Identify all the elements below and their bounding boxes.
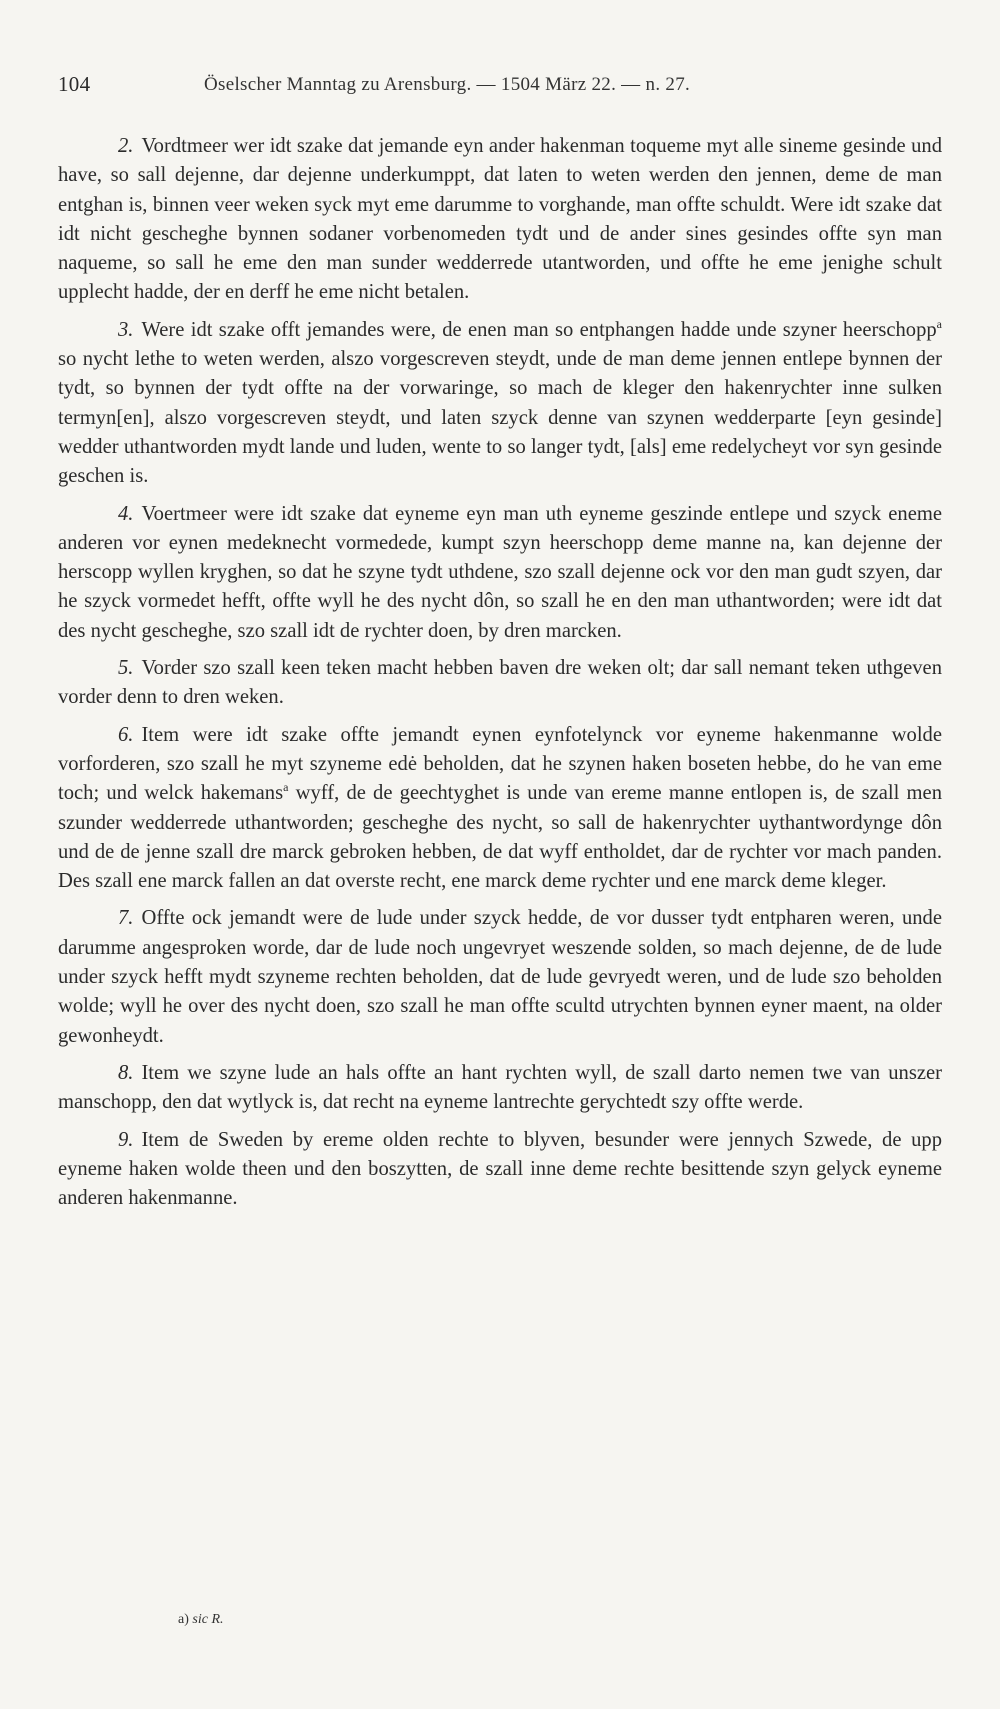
paragraph-6 (58, 721, 942, 897)
paragraph-8 (58, 1059, 942, 1118)
paragraph-number: 2. (118, 135, 134, 157)
paragraph-text: wyff, de de geechtyghet is unde van ereme manne entlopen is, de szall men szunder wedderrede uthantworden; gescheghe des nycht, so sall de hakenrychter uythantwordynge dôn und de de jenne szall dre marck gebroken hebben, de dat wyff entholdet, dar de rychter vor mach panden. Des szall ene marck fallen an dat overste recht, ene marck deme rychter und ene marck deme kleger. (58, 782, 942, 893)
paragraph-text: so nycht lethe to weten werden, alszo vorgescreven steydt, unde de man deme jennen entlepe bynnen der tydt, so bynnen der tydt offte na der vorwaringe, so mach de kleger den hakenrychter inne sulken termyn[en], alszo vorgescreven steydt, und laten szyck denne van szynen wedderparte [eyn gesinde] wedder uthantworden mydt lande und luden, wente to so langer tydt, [als] eme redelycheyt vor syn gesinde geschen is. (58, 348, 942, 488)
footnote-marker: a (283, 780, 289, 795)
paragraph-2 (58, 132, 942, 308)
paragraph-text: Item we szyne lude an hals offte an hant rychten wyll, de szall darto nemen twe van unszer manschopp, den dat wytlyck is, dat recht na eyneme lantrechte gerychtedt szy offte werde. (58, 1061, 942, 1114)
paragraph-number: 6. (118, 723, 134, 746)
paragraph-number: 5. (118, 657, 134, 680)
footnote-mark: a) (178, 1612, 189, 1627)
page-header (58, 72, 938, 112)
paragraph-number: 9. (118, 1128, 134, 1151)
paragraph-5 (58, 654, 942, 713)
paragraph-text: Offte ock jemandt were de lude under szyck hedde, de vor dusser tydt entpharen weren, unde darumme angesproken worde, dar de lude noch ungevryet weszende solden, so mach dejenne, de de lude under szyck hefft mydt szyneme rechten beholden, dat de lude gevryedt weren, und de lude szo beholden wolde; wyll he over des nycht doen, szo szall he man offte scultd utrychten bynnen eyner maent, na older gewonheydt. (58, 907, 942, 1047)
paragraph-4 (58, 500, 942, 646)
paragraph-number: 4. (118, 502, 134, 525)
paragraph-text: Vorder szo szall keen teken macht hebben baven dre weken olt; dar sall nemant teken uthgeven vorder denn to dren weken. (58, 657, 942, 709)
paragraph-text: Vordtmeer wer idt szake dat jemande eyn ander hakenman toqueme myt alle sineme gesinde und have, so sall dejenne, dar dejenne underkumppt, dat laten to weten werden den jennen, deme de man entghan is, binnen veer weken syck myt eme darumme to vorghande, man offte schuldt. Were idt szake dat idt nicht gescheghe bynnen sodaner vorbenomeden tydt und de ander sines gesindes offte syn man naqueme, so sall he eme den man sunder wedderrede utantworden, und offte he eme jenighe schult upplecht hadde, der en derff he eme nicht betalen. (58, 135, 942, 304)
paragraph-text: Item de Sweden by ereme olden rechte to blyven, besunder were jennych Szwede, de upp eyneme haken wolde theen und den boszytten, de szall inne deme rechte besittende szyn gelyck eyneme anderen hakenmanne. (58, 1128, 942, 1210)
paragraph-number: 8. (118, 1061, 134, 1084)
document-body (58, 132, 942, 1221)
paragraph-3 (58, 316, 942, 492)
footnote (178, 1612, 224, 1628)
paragraph-7 (58, 904, 942, 1050)
paragraph-number: 3. (118, 318, 134, 341)
footnote-text: sic R. (192, 1612, 224, 1627)
running-title: Öselscher Manntag zu Arensburg. — 1504 März 22. — n. 27. (204, 74, 691, 95)
paragraph-text: Item were idt szake offte jemandt eynen eynfotelynck vor eyneme hakenmanne wolde vorforderen, szo szall he myt szyneme edė beholden, dat he szynen haken boseten hebbe, do he van eme toch; und welck hakemans (58, 723, 942, 805)
paragraph-number: 7. (118, 907, 134, 930)
page-number: 104 (58, 72, 91, 96)
paragraph-text: Were idt szake offt jemandes were, de enen man so entphangen hadde unde szyner heerschopp (141, 318, 937, 341)
paragraph-text: Voertmeer were idt szake dat eyneme eyn man uth eyneme geszinde entlepe und szyck eneme anderen vor eynen medeknecht vormedede, kumpt szyn heerschopp deme manne na, kan dejenne der herscopp wyllen kryghen, so dat he szyne tydt uthdene, szo szall dejenne ock vor den man gudt szyen, dar he szyck vormedet hefft, offte wyll he des nycht dôn, so szall he en den man uthantworden; were idt dat des nycht gescheghe, szo szall idt de rychter doen, by dren marcken. (58, 502, 942, 642)
paragraph-9 (58, 1126, 942, 1214)
footnote-marker: a (936, 316, 942, 331)
